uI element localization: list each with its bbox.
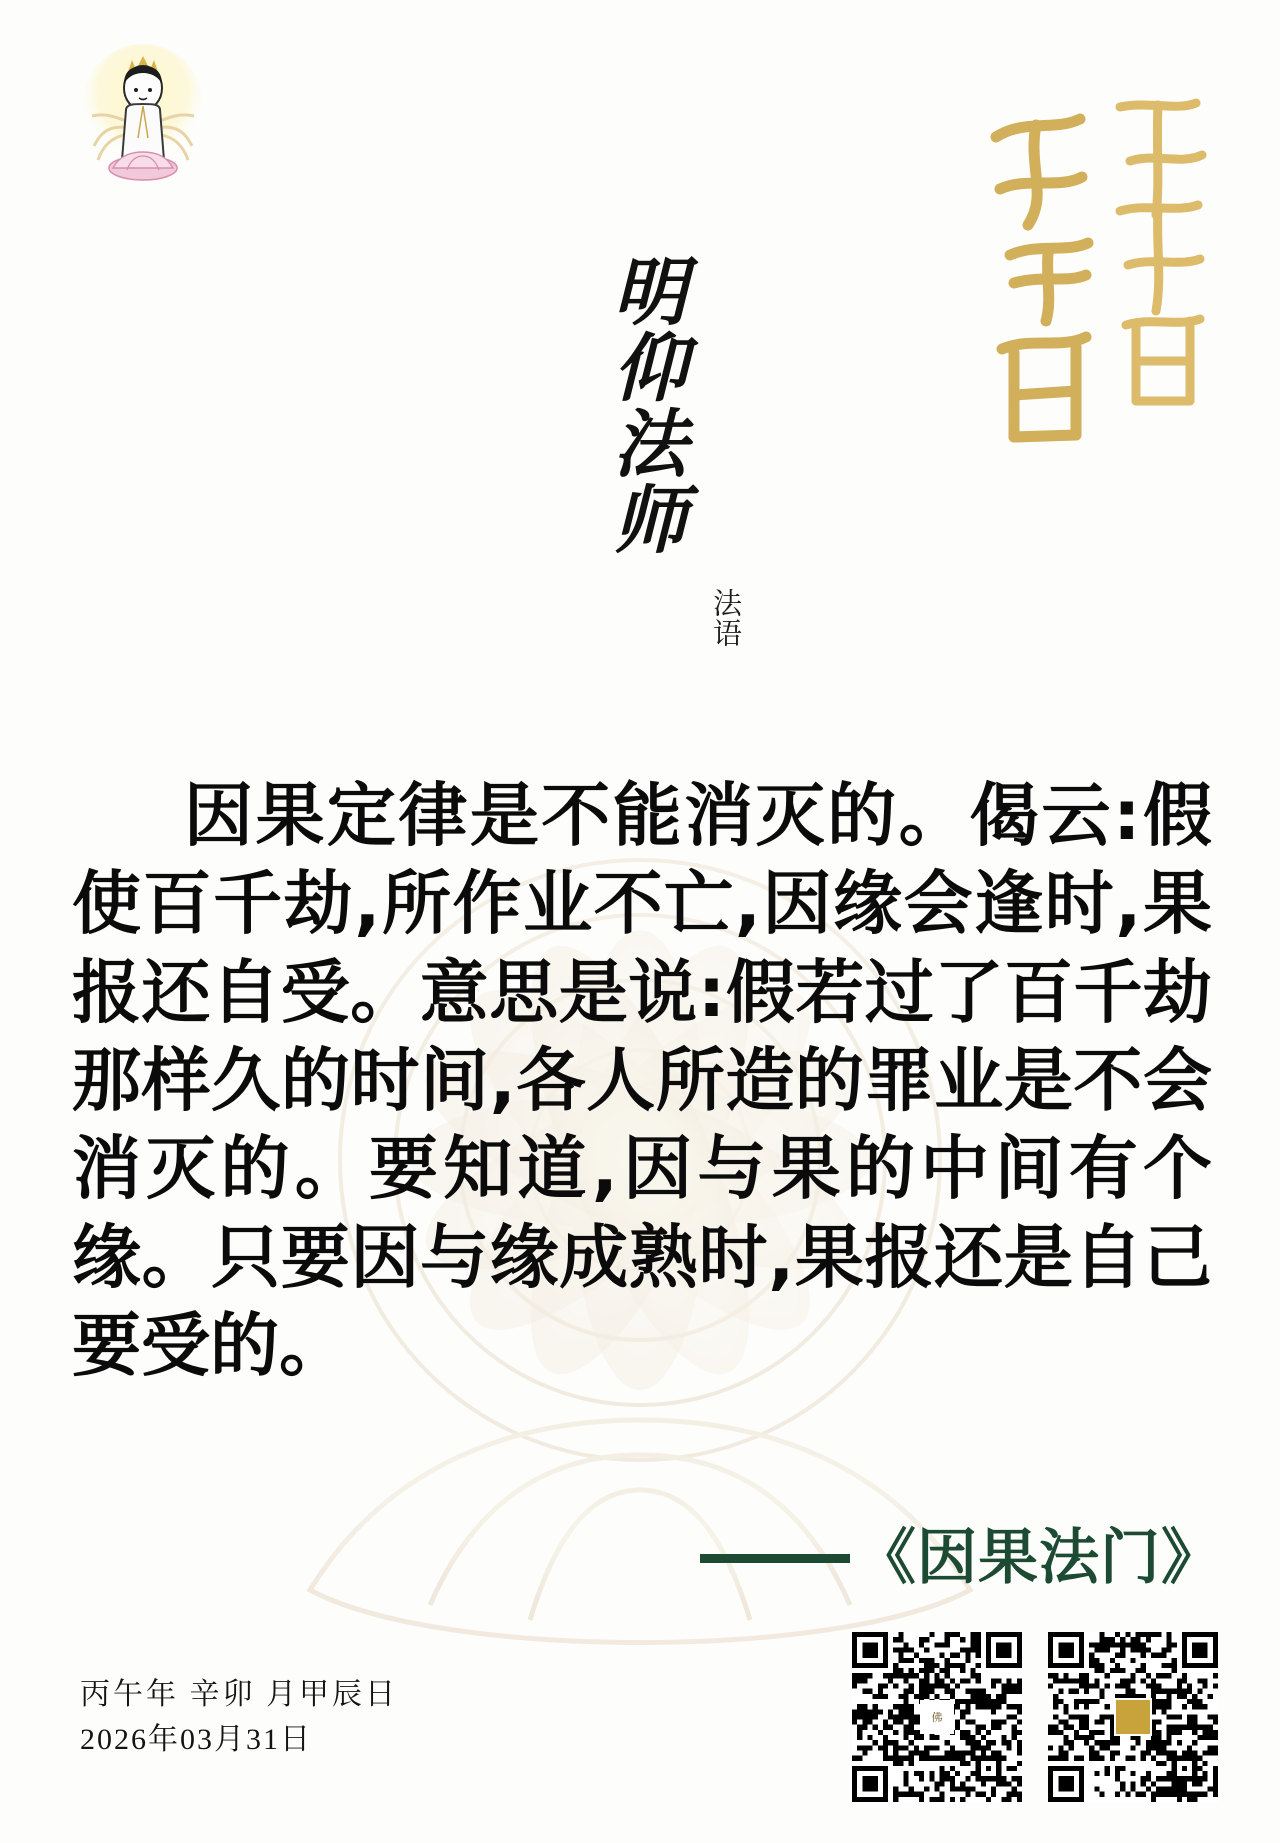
source-attribution — [700, 1523, 1222, 1593]
qr-code-row — [852, 1632, 1218, 1802]
guanyin-figure-icon — [78, 42, 208, 197]
calligraphy-seal-art — [970, 85, 1220, 475]
source-title: 《因果法门》 — [856, 1523, 1222, 1593]
qr-center-label-right — [1114, 1698, 1152, 1736]
qr-code-left[interactable] — [852, 1632, 1022, 1802]
lunar-date: 丙午年 辛卯 月甲辰日 — [80, 1678, 398, 1711]
dharma-quote-text: 因果定律是不能消灭的。偈云:假使百千劫,所作业不亡,因缘会逢时,果报还自受。意思是说:假若过了百千劫那样久的时间,各人所造的罪业是不会消灭的。要知道,因与果的中间有个缘。只要因与缘成熟时,果报还是自己要受的。 — [72, 776, 1212, 1386]
master-name: 明仰法师 — [602, 253, 684, 557]
qr-code-right[interactable] — [1048, 1632, 1218, 1802]
source-dash-icon — [700, 1554, 850, 1563]
qr-center-label-left: 佛 — [920, 1700, 954, 1734]
master-subtitle: 法语 — [709, 588, 741, 648]
solar-date: 2026年03月31日 — [80, 1723, 312, 1756]
date-block — [80, 1672, 398, 1762]
